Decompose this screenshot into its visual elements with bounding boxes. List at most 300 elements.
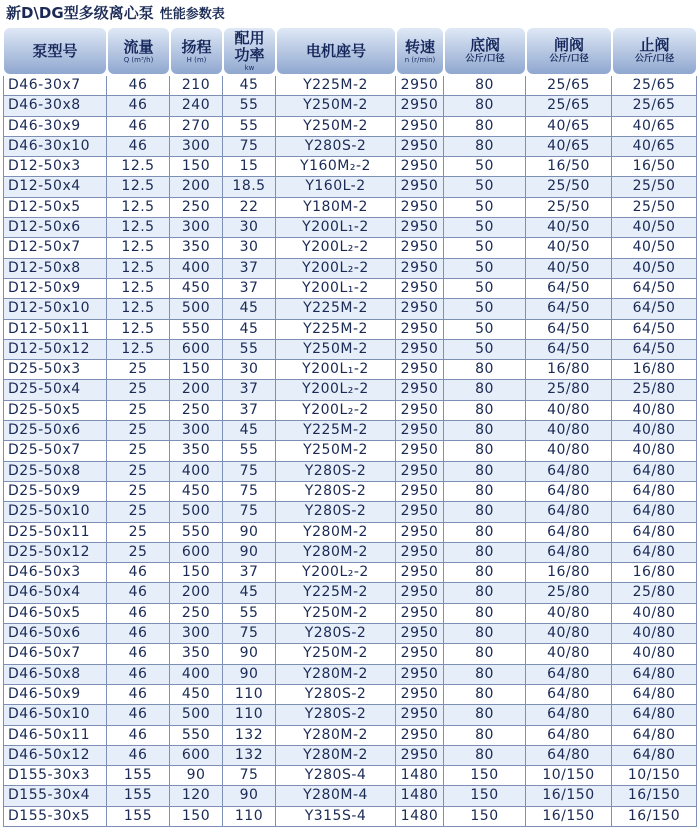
cell-speed: 2950 — [396, 360, 444, 379]
cell-speed: 2950 — [396, 177, 444, 196]
cell-head: 350 — [170, 644, 223, 663]
cell-foot-valve: 80 — [444, 117, 526, 136]
cell-power: 75 — [223, 766, 276, 785]
cell-motor-frame: Y280M-2 — [276, 543, 396, 562]
cell-power: 132 — [223, 726, 276, 745]
cell-speed: 2950 — [396, 685, 444, 704]
header-foot-valve — [445, 28, 525, 74]
cell-speed: 2950 — [396, 462, 444, 481]
cell-motor-frame: Y200L₁-2 — [276, 360, 396, 379]
cell-head: 300 — [170, 218, 223, 237]
cell-speed: 2950 — [396, 523, 444, 542]
cell-pump-model: D46-30x10 — [3, 137, 107, 156]
cell-head: 250 — [170, 198, 223, 217]
cell-foot-valve: 80 — [444, 746, 526, 765]
header-label: 止阀 — [639, 36, 670, 54]
cell-head: 500 — [170, 502, 223, 521]
cell-pump-model: D46-50x3 — [3, 563, 107, 582]
cell-head: 270 — [170, 117, 223, 136]
cell-flow: 46 — [107, 665, 170, 684]
header-speed — [397, 28, 443, 74]
cell-head: 500 — [170, 299, 223, 318]
header-label: 扬程 — [181, 37, 212, 56]
cell-motor-frame: Y280M-2 — [276, 746, 396, 765]
cell-flow: 25 — [107, 523, 170, 542]
cell-check-valve: 64/50 — [612, 279, 697, 298]
cell-speed: 2950 — [396, 238, 444, 257]
cell-speed: 2950 — [396, 543, 444, 562]
cell-motor-frame: Y280S-2 — [276, 137, 396, 156]
table-row — [3, 380, 697, 400]
cell-speed: 2950 — [396, 340, 444, 359]
table-row — [3, 482, 697, 502]
cell-foot-valve: 80 — [444, 421, 526, 440]
cell-check-valve: 16/150 — [612, 807, 697, 826]
cell-foot-valve: 50 — [444, 238, 526, 257]
cell-gate-valve: 64/80 — [526, 746, 612, 765]
cell-speed: 2950 — [396, 380, 444, 399]
cell-flow: 25 — [107, 482, 170, 501]
cell-head: 600 — [170, 746, 223, 765]
cell-foot-valve: 50 — [444, 218, 526, 237]
cell-power: 75 — [223, 462, 276, 481]
cell-gate-valve: 64/50 — [526, 299, 612, 318]
cell-check-valve: 64/80 — [612, 523, 697, 542]
cell-pump-model: D12-50x3 — [3, 157, 107, 176]
cell-power: 30 — [223, 218, 276, 237]
cell-foot-valve: 150 — [444, 807, 526, 826]
table-body — [3, 76, 697, 827]
table-row — [3, 96, 697, 116]
cell-flow: 25 — [107, 462, 170, 481]
cell-foot-valve: 80 — [444, 441, 526, 460]
cell-flow: 25 — [107, 380, 170, 399]
cell-check-valve: 40/80 — [612, 421, 697, 440]
cell-motor-frame: Y250M-2 — [276, 340, 396, 359]
cell-speed: 2950 — [396, 502, 444, 521]
cell-speed: 2950 — [396, 644, 444, 663]
cell-pump-model: D25-50x5 — [3, 401, 107, 420]
cell-flow: 46 — [107, 76, 170, 95]
cell-pump-model: D25-50x12 — [3, 543, 107, 562]
cell-gate-valve: 64/80 — [526, 685, 612, 704]
header-unit: H (m) — [186, 55, 207, 64]
cell-check-valve: 25/80 — [612, 380, 697, 399]
cell-motor-frame: Y225M-2 — [276, 320, 396, 339]
cell-power: 90 — [223, 665, 276, 684]
cell-head: 210 — [170, 76, 223, 95]
cell-motor-frame: Y250M-2 — [276, 117, 396, 136]
cell-check-valve: 64/50 — [612, 340, 697, 359]
cell-flow: 25 — [107, 401, 170, 420]
cell-pump-model: D12-50x10 — [3, 299, 107, 318]
cell-head: 300 — [170, 421, 223, 440]
cell-flow: 12.5 — [107, 259, 170, 278]
table-row — [3, 340, 697, 360]
cell-check-valve: 25/80 — [612, 583, 697, 602]
cell-flow: 155 — [107, 786, 170, 805]
cell-pump-model: D25-50x11 — [3, 523, 107, 542]
table-row — [3, 299, 697, 319]
cell-motor-frame: Y280S-2 — [276, 685, 396, 704]
cell-pump-model: D46-30x8 — [3, 96, 107, 115]
cell-power: 75 — [223, 502, 276, 521]
cell-foot-valve: 80 — [444, 523, 526, 542]
performance-table — [3, 27, 697, 827]
cell-motor-frame: Y280S-2 — [276, 705, 396, 724]
table-row — [3, 238, 697, 258]
cell-foot-valve: 150 — [444, 766, 526, 785]
cell-flow: 46 — [107, 137, 170, 156]
cell-motor-frame: Y200L₁-2 — [276, 279, 396, 298]
cell-head: 450 — [170, 482, 223, 501]
cell-power: 110 — [223, 807, 276, 826]
cell-head: 150 — [170, 360, 223, 379]
table-row — [3, 624, 697, 644]
cell-speed: 2950 — [396, 583, 444, 602]
cell-flow: 46 — [107, 117, 170, 136]
header-label: 闸阀 — [553, 36, 584, 54]
cell-motor-frame: Y280M-2 — [276, 523, 396, 542]
cell-motor-frame: Y280S-4 — [276, 766, 396, 785]
cell-check-valve: 64/80 — [612, 726, 697, 745]
cell-head: 150 — [170, 807, 223, 826]
cell-power: 18.5 — [223, 177, 276, 196]
cell-motor-frame: Y250M-2 — [276, 644, 396, 663]
cell-flow: 46 — [107, 604, 170, 623]
cell-speed: 2950 — [396, 482, 444, 501]
title-sub: 性能参数表 — [159, 7, 225, 22]
cell-gate-valve: 40/50 — [526, 238, 612, 257]
cell-pump-model: D46-30x9 — [3, 117, 107, 136]
cell-check-valve: 64/80 — [612, 705, 697, 724]
cell-power: 90 — [223, 644, 276, 663]
cell-head: 200 — [170, 380, 223, 399]
cell-gate-valve: 16/150 — [526, 786, 612, 805]
cell-flow: 155 — [107, 807, 170, 826]
cell-power: 37 — [223, 563, 276, 582]
cell-power: 45 — [223, 583, 276, 602]
header-unit: Q (m³/h) — [123, 55, 154, 64]
cell-speed: 2950 — [396, 279, 444, 298]
cell-flow: 46 — [107, 583, 170, 602]
cell-head: 200 — [170, 583, 223, 602]
cell-power: 90 — [223, 543, 276, 562]
header-unit: n (r/min) — [404, 55, 436, 64]
cell-speed: 2950 — [396, 198, 444, 217]
cell-pump-model: D46-50x11 — [3, 726, 107, 745]
cell-gate-valve: 25/50 — [526, 198, 612, 217]
header-unit: 公斤/口径 — [465, 54, 505, 64]
cell-gate-valve: 40/50 — [526, 218, 612, 237]
cell-foot-valve: 80 — [444, 644, 526, 663]
cell-foot-valve: 80 — [444, 462, 526, 481]
cell-head: 600 — [170, 543, 223, 562]
cell-check-valve: 64/80 — [612, 462, 697, 481]
cell-gate-valve: 16/80 — [526, 563, 612, 582]
cell-foot-valve: 80 — [444, 604, 526, 623]
cell-power: 55 — [223, 117, 276, 136]
cell-head: 400 — [170, 665, 223, 684]
cell-foot-valve: 80 — [444, 502, 526, 521]
cell-foot-valve: 80 — [444, 543, 526, 562]
cell-head: 150 — [170, 157, 223, 176]
cell-check-valve: 40/80 — [612, 401, 697, 420]
cell-pump-model: D12-50x12 — [3, 340, 107, 359]
cell-motor-frame: Y160L-2 — [276, 177, 396, 196]
cell-motor-frame: Y280S-2 — [276, 502, 396, 521]
header-label: 底阀 — [469, 36, 500, 54]
cell-power: 90 — [223, 786, 276, 805]
cell-check-valve: 64/80 — [612, 746, 697, 765]
cell-gate-valve: 40/80 — [526, 604, 612, 623]
cell-motor-frame: Y200L₂-2 — [276, 380, 396, 399]
table-row — [3, 583, 697, 603]
cell-flow: 12.5 — [107, 340, 170, 359]
cell-pump-model: D46-50x8 — [3, 665, 107, 684]
cell-head: 500 — [170, 705, 223, 724]
cell-check-valve: 40/80 — [612, 604, 697, 623]
cell-flow: 12.5 — [107, 320, 170, 339]
cell-motor-frame: Y315S-4 — [276, 807, 396, 826]
cell-flow: 46 — [107, 644, 170, 663]
cell-flow: 12.5 — [107, 198, 170, 217]
table-row — [3, 705, 697, 725]
cell-motor-frame: Y160M₂-2 — [276, 157, 396, 176]
cell-flow: 12.5 — [107, 218, 170, 237]
table-row — [3, 604, 697, 624]
cell-motor-frame: Y200L₂-2 — [276, 259, 396, 278]
cell-flow: 46 — [107, 726, 170, 745]
cell-foot-valve: 80 — [444, 726, 526, 745]
cell-power: 55 — [223, 604, 276, 623]
cell-foot-valve: 50 — [444, 177, 526, 196]
cell-pump-model: D12-50x4 — [3, 177, 107, 196]
cell-speed: 1480 — [396, 766, 444, 785]
cell-gate-valve: 16/150 — [526, 807, 612, 826]
header-gate-valve — [527, 28, 611, 74]
cell-gate-valve: 64/50 — [526, 340, 612, 359]
cell-speed: 2950 — [396, 726, 444, 745]
cell-gate-valve: 10/150 — [526, 766, 612, 785]
cell-gate-valve: 40/65 — [526, 137, 612, 156]
header-check-valve — [613, 28, 696, 74]
table-row — [3, 76, 697, 96]
cell-power: 110 — [223, 685, 276, 704]
header-label: 转速 — [404, 37, 435, 56]
title-main: 新D\DG型多级离心泵 — [6, 4, 154, 22]
table-row — [3, 746, 697, 766]
cell-speed: 2950 — [396, 441, 444, 460]
cell-gate-valve: 64/50 — [526, 320, 612, 339]
cell-power: 90 — [223, 523, 276, 542]
cell-check-valve: 40/80 — [612, 624, 697, 643]
cell-motor-frame: Y180M-2 — [276, 198, 396, 217]
cell-pump-model: D46-50x7 — [3, 644, 107, 663]
table-row — [3, 137, 697, 157]
table-row — [3, 177, 697, 197]
cell-check-valve: 40/65 — [612, 117, 697, 136]
cell-gate-valve: 40/80 — [526, 644, 612, 663]
table-row — [3, 441, 697, 461]
cell-check-valve: 16/80 — [612, 563, 697, 582]
cell-flow: 12.5 — [107, 279, 170, 298]
cell-head: 300 — [170, 624, 223, 643]
cell-motor-frame: Y280S-2 — [276, 624, 396, 643]
cell-foot-valve: 80 — [444, 360, 526, 379]
cell-pump-model: D46-50x12 — [3, 746, 107, 765]
cell-motor-frame: Y280S-2 — [276, 482, 396, 501]
cell-foot-valve: 80 — [444, 685, 526, 704]
cell-pump-model: D25-50x10 — [3, 502, 107, 521]
table-row — [3, 766, 697, 786]
cell-gate-valve: 25/50 — [526, 177, 612, 196]
cell-head: 250 — [170, 604, 223, 623]
cell-gate-valve: 25/65 — [526, 96, 612, 115]
header-label: 电机座号 — [305, 41, 366, 60]
cell-gate-valve: 64/50 — [526, 279, 612, 298]
cell-pump-model: D46-50x10 — [3, 705, 107, 724]
cell-motor-frame: Y200L₂-2 — [276, 563, 396, 582]
page-title — [0, 0, 700, 27]
cell-pump-model: D25-50x7 — [3, 441, 107, 460]
cell-flow: 25 — [107, 441, 170, 460]
cell-check-valve: 64/80 — [612, 665, 697, 684]
table-row — [3, 807, 697, 827]
cell-check-valve: 10/150 — [612, 766, 697, 785]
cell-check-valve: 64/80 — [612, 543, 697, 562]
cell-pump-model: D155-30x3 — [3, 766, 107, 785]
cell-check-valve: 25/50 — [612, 198, 697, 217]
cell-pump-model: D46-50x6 — [3, 624, 107, 643]
cell-flow: 46 — [107, 746, 170, 765]
cell-head: 300 — [170, 137, 223, 156]
cell-speed: 1480 — [396, 807, 444, 826]
cell-foot-valve: 50 — [444, 279, 526, 298]
cell-pump-model: D12-50x5 — [3, 198, 107, 217]
cell-gate-valve: 64/80 — [526, 502, 612, 521]
cell-pump-model: D46-50x5 — [3, 604, 107, 623]
cell-foot-valve: 80 — [444, 583, 526, 602]
cell-flow: 12.5 — [107, 238, 170, 257]
cell-head: 240 — [170, 96, 223, 115]
cell-speed: 2950 — [396, 76, 444, 95]
cell-motor-frame: Y200L₁-2 — [276, 218, 396, 237]
cell-pump-model: D46-50x9 — [3, 685, 107, 704]
cell-foot-valve: 50 — [444, 340, 526, 359]
cell-foot-valve: 80 — [444, 380, 526, 399]
cell-pump-model: D12-50x11 — [3, 320, 107, 339]
cell-check-valve: 40/65 — [612, 137, 697, 156]
cell-head: 350 — [170, 238, 223, 257]
cell-motor-frame: Y280M-2 — [276, 726, 396, 745]
cell-motor-frame: Y280M-2 — [276, 665, 396, 684]
cell-power: 55 — [223, 96, 276, 115]
cell-motor-frame: Y225M-2 — [276, 76, 396, 95]
cell-check-valve: 40/80 — [612, 441, 697, 460]
table-row — [3, 644, 697, 664]
header-unit: kw — [244, 64, 255, 72]
cell-motor-frame: Y280M-4 — [276, 786, 396, 805]
cell-gate-valve: 40/80 — [526, 624, 612, 643]
table-row — [3, 543, 697, 563]
cell-foot-valve: 80 — [444, 96, 526, 115]
cell-speed: 2950 — [396, 624, 444, 643]
table-row — [3, 117, 697, 137]
cell-foot-valve: 50 — [444, 299, 526, 318]
cell-speed: 2950 — [396, 705, 444, 724]
cell-power: 75 — [223, 137, 276, 156]
cell-pump-model: D46-50x4 — [3, 583, 107, 602]
cell-pump-model: D25-50x9 — [3, 482, 107, 501]
cell-pump-model: D12-50x8 — [3, 259, 107, 278]
cell-check-valve: 64/80 — [612, 482, 697, 501]
table-row — [3, 726, 697, 746]
cell-head: 550 — [170, 726, 223, 745]
cell-gate-valve: 64/80 — [526, 665, 612, 684]
cell-speed: 2950 — [396, 665, 444, 684]
cell-pump-model: D12-50x9 — [3, 279, 107, 298]
cell-pump-model: D12-50x7 — [3, 238, 107, 257]
cell-pump-model: D46-30x7 — [3, 76, 107, 95]
cell-motor-frame: Y200L₂-2 — [276, 238, 396, 257]
cell-check-valve: 64/50 — [612, 320, 697, 339]
table-row — [3, 502, 697, 522]
cell-speed: 2950 — [396, 96, 444, 115]
cell-head: 550 — [170, 320, 223, 339]
cell-speed: 2950 — [396, 746, 444, 765]
table-row — [3, 218, 697, 238]
table-row — [3, 685, 697, 705]
cell-power: 30 — [223, 360, 276, 379]
cell-flow: 46 — [107, 96, 170, 115]
cell-foot-valve: 80 — [444, 705, 526, 724]
cell-speed: 2950 — [396, 421, 444, 440]
header-unit: 公斤/口径 — [549, 54, 589, 64]
cell-check-valve: 64/80 — [612, 685, 697, 704]
cell-motor-frame: Y280S-2 — [276, 462, 396, 481]
table-row — [3, 198, 697, 218]
cell-speed: 2950 — [396, 218, 444, 237]
cell-foot-valve: 50 — [444, 259, 526, 278]
cell-speed: 2950 — [396, 259, 444, 278]
cell-flow: 46 — [107, 685, 170, 704]
table-row — [3, 421, 697, 441]
cell-head: 400 — [170, 259, 223, 278]
cell-flow: 46 — [107, 624, 170, 643]
cell-flow: 155 — [107, 766, 170, 785]
cell-speed: 1480 — [396, 786, 444, 805]
cell-flow: 12.5 — [107, 177, 170, 196]
table-row — [3, 786, 697, 806]
cell-check-valve: 25/65 — [612, 76, 697, 95]
cell-gate-valve: 25/65 — [526, 76, 612, 95]
cell-check-valve: 16/150 — [612, 786, 697, 805]
cell-gate-valve: 64/80 — [526, 482, 612, 501]
cell-motor-frame: Y225M-2 — [276, 583, 396, 602]
cell-power: 55 — [223, 441, 276, 460]
cell-power: 45 — [223, 320, 276, 339]
cell-motor-frame: Y250M-2 — [276, 604, 396, 623]
cell-gate-valve: 40/50 — [526, 259, 612, 278]
cell-speed: 2950 — [396, 299, 444, 318]
cell-head: 450 — [170, 685, 223, 704]
cell-check-valve: 64/80 — [612, 502, 697, 521]
cell-foot-valve: 50 — [444, 198, 526, 217]
cell-power: 132 — [223, 746, 276, 765]
table-row — [3, 259, 697, 279]
cell-foot-valve: 50 — [444, 157, 526, 176]
